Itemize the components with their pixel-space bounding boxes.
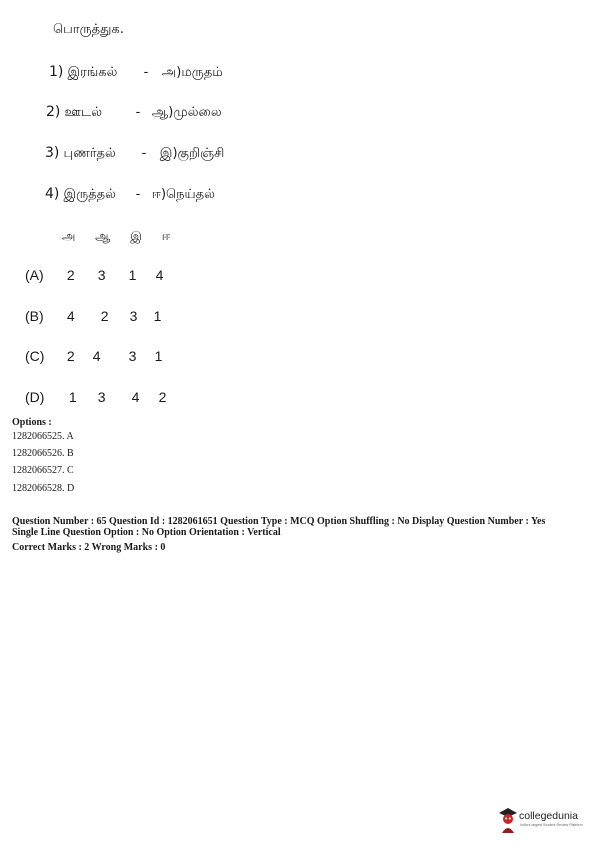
choice-value: 1 [128,267,137,283]
marks-info: Correct Marks : 2 Wrong Marks : 0 [12,542,166,553]
choice-label: (C) [25,348,45,364]
choice-value: 3 [128,348,137,364]
choice-value: 2 [158,389,167,405]
choice-label: (B) [25,308,44,324]
pair-dash: - [135,105,141,120]
match-pair-4 [45,186,215,203]
option-id-d: 1282066528. D [12,483,75,494]
column-letter: ஆ [95,229,111,243]
pair-right: அ)மருதம் [161,65,223,80]
choice-value: 1 [68,389,77,405]
pair-number: 3) [45,145,60,161]
choice-value: 4 [155,267,164,283]
question-title: பொருத்துக. [53,22,124,37]
choice-value: 4 [92,348,101,364]
options-heading: Options : [12,417,52,428]
choice-value: 2 [100,308,109,324]
logo-name: collegedunia [519,810,578,822]
option-id-a: 1282066525. A [12,431,74,442]
pair-right: ஆ)முல்லை [151,105,222,120]
choice-b [25,308,161,324]
match-pair-2 [46,104,222,121]
logo-tagline: India's largest Student Review Platform [520,823,583,827]
pair-left: புணர்தல் [63,146,116,161]
pair-number: 1) [49,64,64,80]
column-letter: ஈ [161,229,171,243]
choice-label: (A) [25,267,44,283]
graduate-mascot-icon [497,804,519,834]
option-id-c: 1282066527. C [12,465,74,476]
question-meta-line-1: Question Number : 65 Question Id : 1282061651 Question Type : MCQ Option Shuffling : No Display Question Number : Yes [12,516,546,527]
choice-value: 4 [131,389,140,405]
match-pair-1 [49,64,223,81]
choice-value: 4 [66,308,75,324]
option-id-b: 1282066526. B [12,448,74,459]
collegedunia-logo [497,802,592,836]
choice-value: 2 [66,267,75,283]
pair-dash: - [141,146,147,161]
pair-right: ஈ)நெய்தல் [151,187,215,202]
choice-d [25,389,166,405]
choice-c [25,348,162,364]
choice-value: 1 [154,348,163,364]
choice-value: 1 [153,308,162,324]
pair-number: 4) [45,186,60,202]
match-pair-3 [45,145,224,162]
column-letters [62,229,182,245]
pair-left: இரங்கல் [67,65,118,80]
pair-dash: - [135,187,141,202]
question-meta-line-2: Single Line Question Option : No Option Orientation : Vertical [12,527,281,538]
pair-right: இ)குறிஞ்சி [159,146,225,161]
column-letter: இ [130,229,142,243]
choice-a [25,267,163,283]
choice-value: 2 [66,348,75,364]
pair-left: ஊடல் [64,105,103,120]
choice-value: 3 [97,267,106,283]
choice-value: 3 [129,308,138,324]
pair-left: இருத்தல் [63,187,116,202]
pair-dash: - [143,65,149,80]
pair-number: 2) [46,104,61,120]
choice-label: (D) [25,389,45,405]
choice-value: 3 [97,389,106,405]
column-letter: அ [62,229,76,243]
